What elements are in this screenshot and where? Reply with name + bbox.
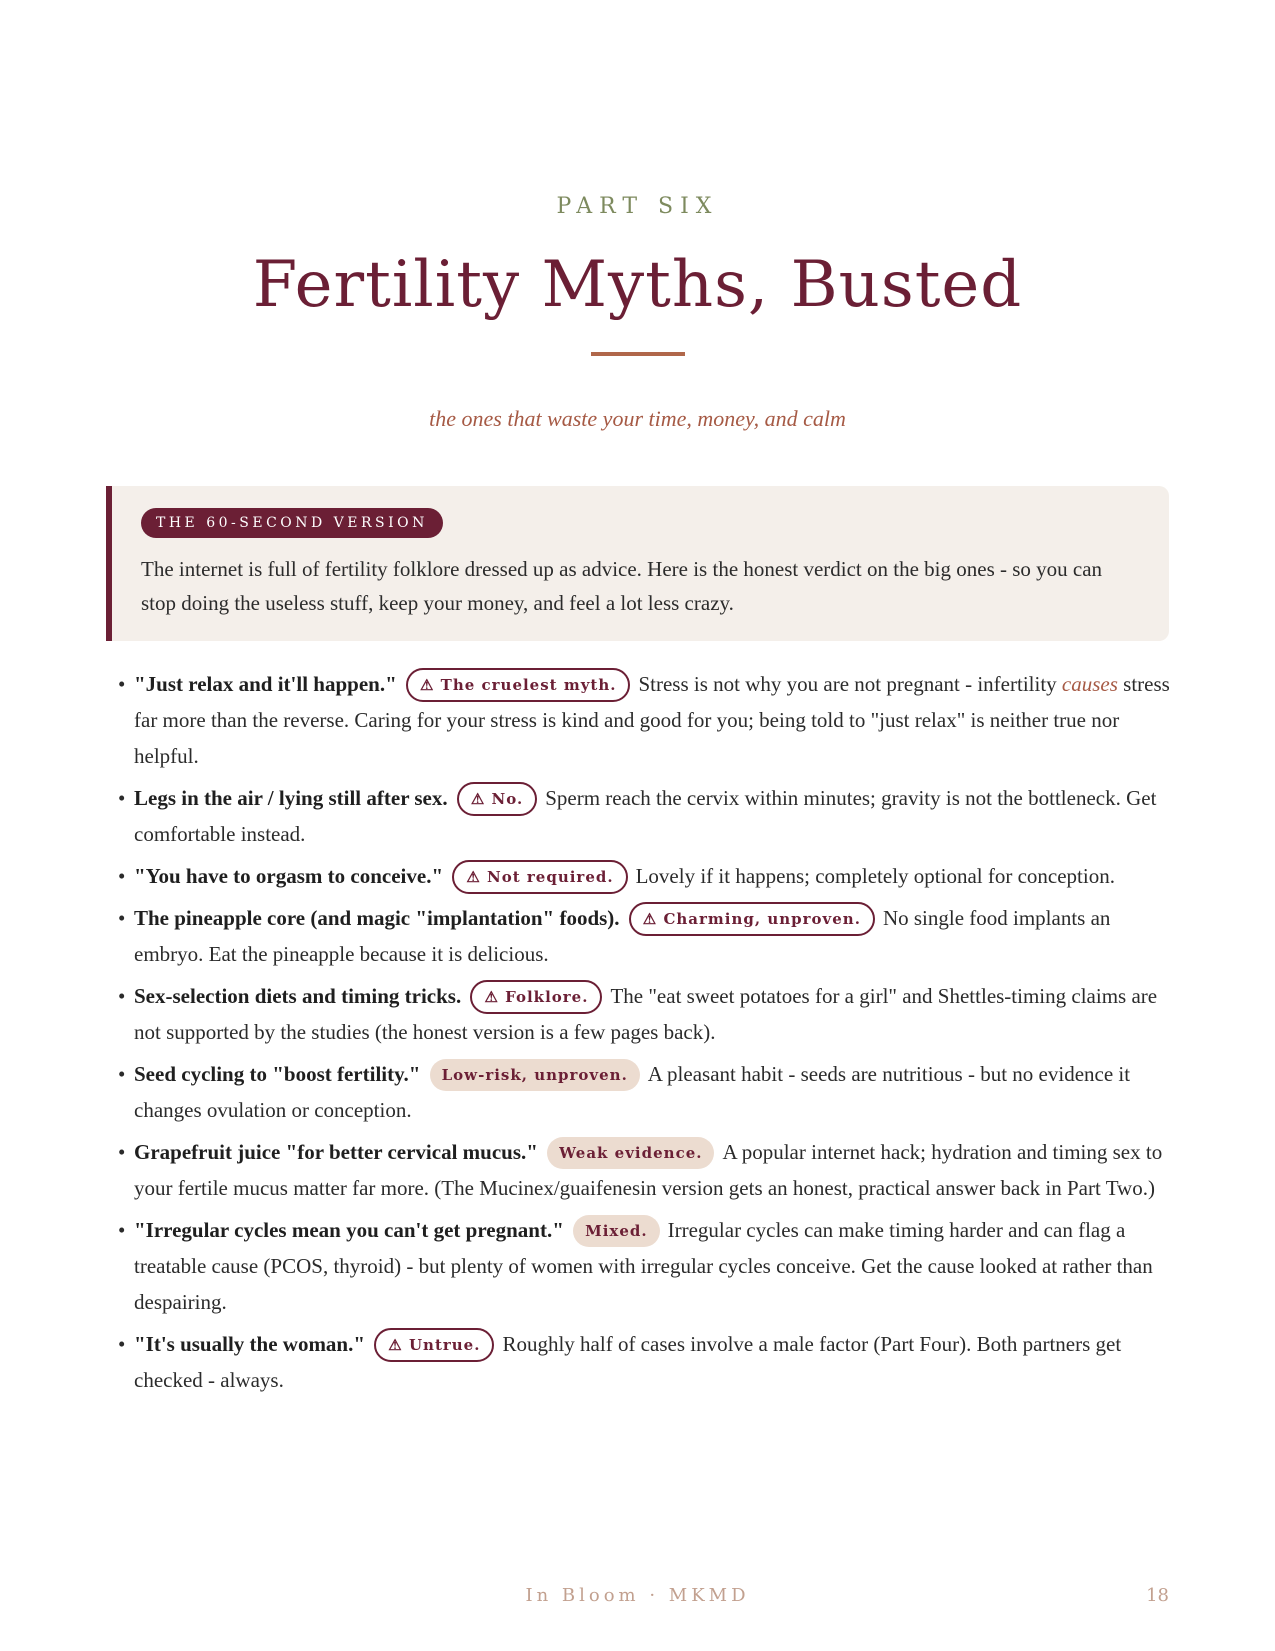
verdict-badge: ⚠ Charming, unproven. [629, 902, 875, 936]
myth-item [118, 900, 1173, 972]
summary-text: The internet is full of fertility folklore dressed up as advice. Here is the honest verdict on the big ones - so you can stop doing the useless stuff, keep your money, and feel a lot less crazy. [141, 557, 1103, 615]
myth-explanation: Roughly half of cases involve a male factor (Part Four). Both partners get checked - always. [134, 1332, 1122, 1392]
myth-explanation: Lovely if it happens; completely optional for conception. [635, 864, 1115, 888]
bullet: • [118, 786, 126, 810]
myth-explanation-continued: stress far more than the reverse. Caring for your stress is kind and good for you; being told to "just relax" is neither true nor helpful. [134, 672, 1170, 768]
bullet: • [118, 1140, 126, 1164]
verdict-badge: Low-risk, unproven. [430, 1059, 640, 1091]
myth-explanation: A popular internet hack; hydration and timing sex to your fertile mucus matter far more. (The Mucinex/guaifenesin version gets an honest, practical answer back in Part Two.) [134, 1140, 1163, 1200]
bullet: • [118, 1062, 126, 1086]
myth-item [118, 1134, 1173, 1206]
myth-item [118, 666, 1173, 774]
myth-claim: "You have to orgasm to conceive." [134, 864, 444, 888]
myth-explanation: A pleasant habit - seeds are nutritious - but no evidence it changes ovulation or conception. [134, 1062, 1131, 1122]
bullet: • [118, 906, 126, 930]
myth-explanation: Stress is not why you are not pregnant - infertility [638, 672, 1062, 696]
myth-list [118, 666, 1173, 1404]
myth-claim: "Irregular cycles mean you can't get pregnant." [134, 1218, 564, 1242]
page-number: 18 [1146, 1585, 1169, 1606]
summary-callout [106, 486, 1169, 641]
myth-item [118, 858, 1173, 894]
myth-item [118, 1326, 1173, 1398]
verdict-badge: ⚠ Not required. [452, 860, 627, 894]
emphasis-word: causes [1061, 672, 1118, 696]
myth-claim: Seed cycling to "boost fertility." [134, 1062, 421, 1086]
myth-claim: The pineapple core (and magic "implantation" foods). [134, 906, 620, 930]
myth-explanation: No single food implants an embryo. Eat the pineapple because it is delicious. [134, 906, 1111, 966]
myth-claim: "It's usually the woman." [134, 1332, 366, 1356]
myth-claim: Legs in the air / lying still after sex. [134, 786, 448, 810]
myth-explanation: Sperm reach the cervix within minutes; gravity is not the bottleneck. Get comfortable instead. [134, 786, 1157, 846]
verdict-badge: ⚠ Folklore. [470, 980, 602, 1014]
footer-brand: In Bloom · MKMD [525, 1585, 750, 1606]
myth-item [118, 1212, 1173, 1320]
title-divider [591, 352, 685, 356]
verdict-badge: Weak evidence. [547, 1137, 714, 1169]
myth-claim: "Just relax and it'll happen." [134, 672, 397, 696]
bullet: • [118, 1218, 126, 1242]
verdict-badge: Mixed. [573, 1215, 660, 1247]
bullet: • [118, 984, 126, 1008]
myth-claim: Sex-selection diets and timing tricks. [134, 984, 462, 1008]
bullet: • [118, 1332, 126, 1356]
verdict-badge: ⚠ The cruelest myth. [406, 668, 630, 702]
myth-item [118, 1056, 1173, 1128]
page-title: Fertility Myths, Busted [252, 248, 1023, 322]
part-label: PART SIX [556, 194, 719, 219]
myth-claim: Grapefruit juice "for better cervical mucus." [134, 1140, 538, 1164]
myth-explanation: The "eat sweet potatoes for a girl" and Shettles-timing claims are not supported by the studies (the honest version is a few pages back). [134, 984, 1158, 1044]
verdict-badge: ⚠ No. [457, 782, 537, 816]
myth-item [118, 780, 1173, 852]
myth-explanation: Irregular cycles can make timing harder and can flag a treatable cause (PCOS, thyroid) - but plenty of women with irregular cycles conceive. Get the cause looked at rather than despairing. [134, 1218, 1153, 1314]
bullet: • [118, 672, 126, 696]
verdict-badge: ⚠ Untrue. [374, 1328, 494, 1362]
myth-item [118, 978, 1173, 1050]
page-subtitle: the ones that waste your time, money, and calm [429, 406, 846, 431]
bullet: • [118, 864, 126, 888]
summary-badge: THE 60-SECOND VERSION [141, 508, 443, 538]
